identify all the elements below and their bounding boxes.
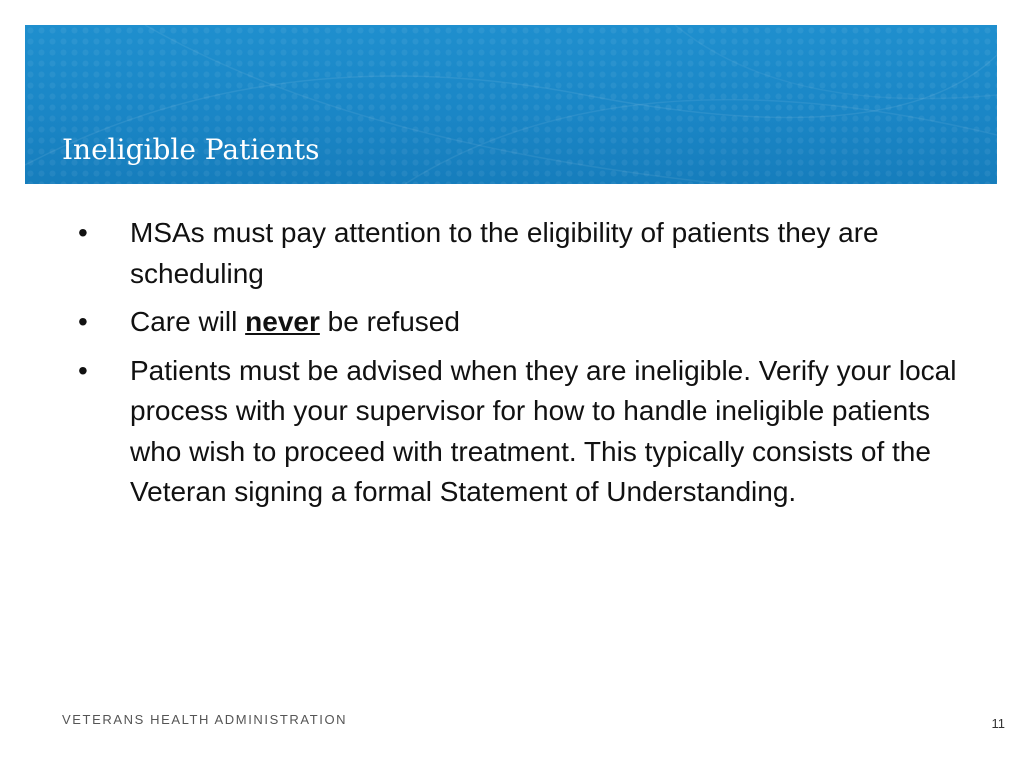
bullet-list bbox=[78, 213, 978, 521]
header-banner bbox=[25, 25, 997, 184]
bullet-marker: • bbox=[78, 354, 88, 386]
bullet-text: MSAs must pay attention to the eligibility of patients they are scheduling bbox=[130, 217, 879, 289]
emphasis-text: never bbox=[245, 306, 320, 337]
footer-organization: VETERANS HEALTH ADMINISTRATION bbox=[62, 712, 348, 727]
bullet-text: Patients must be advised when they are ineligible. Verify your local process with your supervisor for how to handle ineligible patients who wish to proceed with treatment. This typically consists of the Veteran signing a formal Statement of Understanding. bbox=[130, 354, 957, 507]
bullet-item bbox=[78, 213, 978, 294]
bullet-text-lead: Care will bbox=[130, 306, 246, 337]
bullet-item bbox=[78, 351, 978, 513]
bullet-marker: • bbox=[78, 306, 88, 337]
slide-title: Ineligible Patients bbox=[62, 133, 320, 166]
bullet-text-tail: be refused bbox=[319, 306, 460, 337]
slide-number: 11 bbox=[991, 716, 1005, 731]
bullet-marker: • bbox=[78, 217, 88, 248]
bullet-item bbox=[78, 302, 978, 343]
